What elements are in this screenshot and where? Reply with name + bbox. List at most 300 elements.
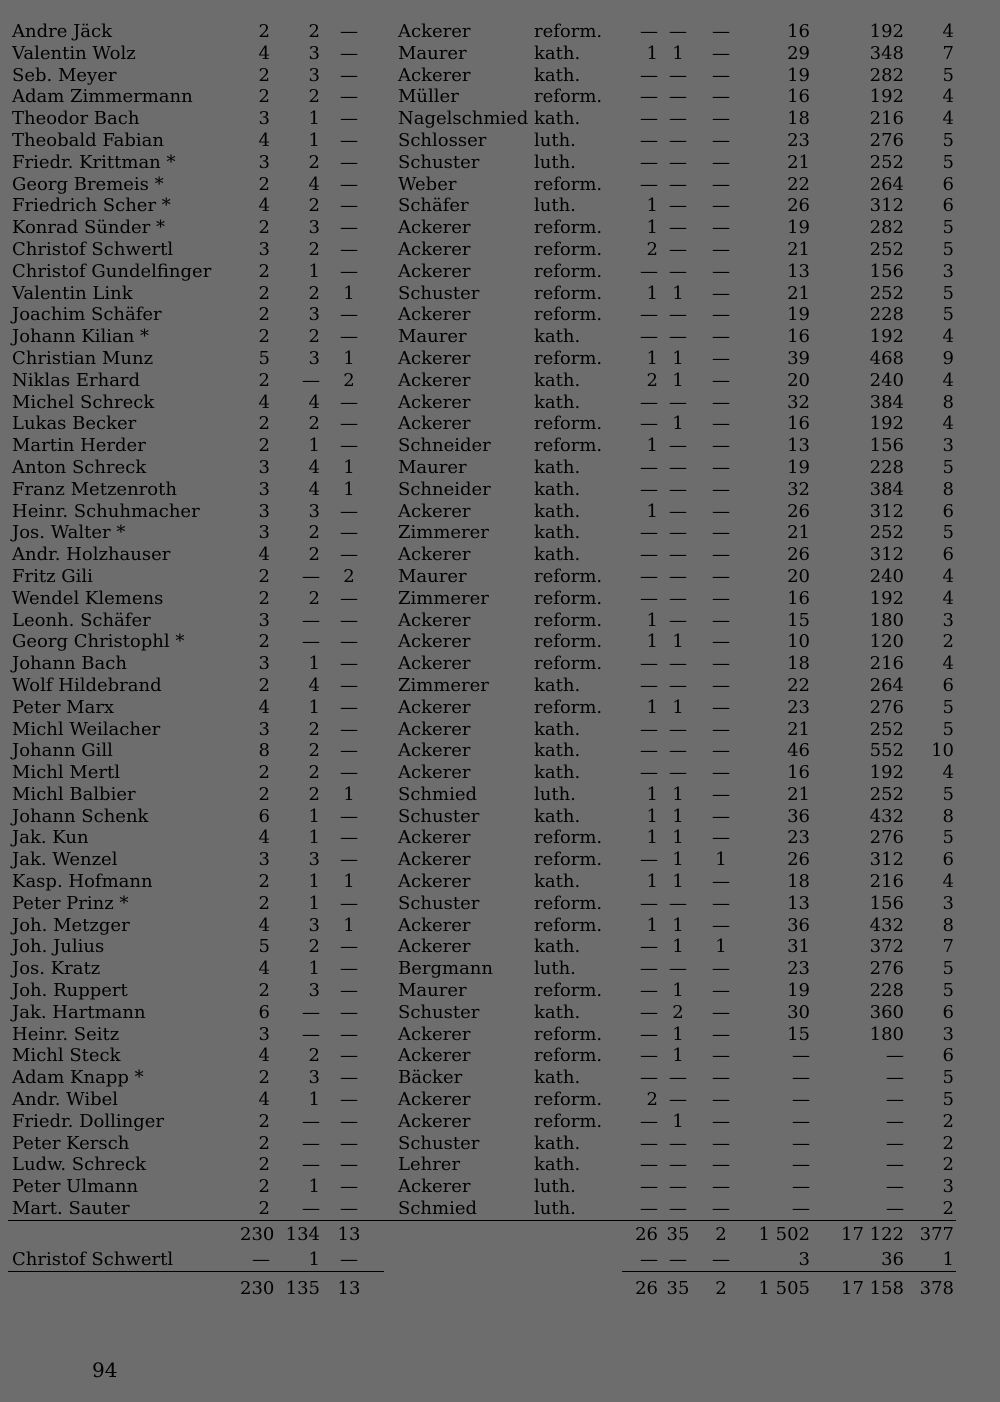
col-c-value: 1 (343, 478, 355, 500)
col-l-value: 5 (942, 827, 954, 849)
religion: reform. (534, 1023, 603, 1045)
occupation: Ackerer (398, 1110, 471, 1132)
religion: reform. (534, 827, 603, 849)
col-c-value: 1 (343, 871, 355, 893)
col-k-value: 192 (869, 762, 904, 784)
occupation: Ackerer (398, 413, 471, 435)
col-h-value: 1 (672, 347, 684, 369)
col-b-value: 2 (308, 1045, 320, 1067)
col-c-value: — (340, 1045, 358, 1067)
religion (530, 1249, 622, 1272)
table-row (8, 1002, 956, 1024)
col-c-value: — (340, 609, 358, 631)
table-row (8, 195, 956, 217)
col-j-value: 1 502 (744, 1220, 816, 1249)
col-k-value: 216 (869, 108, 904, 130)
col-l-value: 3 (942, 260, 954, 282)
col-l-value: 5 (942, 718, 954, 740)
col-c-value: — (340, 958, 358, 980)
col-b-value: 2 (308, 413, 320, 435)
table-row (8, 980, 956, 1002)
col-c-value: — (340, 1154, 358, 1176)
col-a-value: 3 (258, 108, 270, 130)
table-row (8, 152, 956, 174)
col-h-value: — (669, 238, 687, 260)
col-c-value: — (340, 42, 358, 64)
col-b-value: 2 (308, 238, 320, 260)
col-a-value: 4 (258, 827, 270, 849)
col-h-value: 1 (672, 282, 684, 304)
table-row (8, 849, 956, 871)
col-b-value: 1 (308, 892, 320, 914)
col-g-value: — (640, 1045, 658, 1067)
col-b-value: 1 (308, 805, 320, 827)
occupation: Ackerer (398, 936, 471, 958)
table-row (8, 108, 956, 130)
religion: kath. (534, 762, 581, 784)
col-l-value: 6 (942, 500, 954, 522)
col-i-value: — (712, 42, 730, 64)
col-b-value: 1 (308, 696, 320, 718)
religion: kath. (534, 522, 581, 544)
col-b-value: 2 (308, 195, 320, 217)
col-b-value: 2 (308, 326, 320, 348)
col-l-value: 5 (942, 522, 954, 544)
col-g-value: — (640, 980, 658, 1002)
occupation: Ackerer (398, 304, 471, 326)
col-c-value: — (340, 653, 358, 675)
col-b-value: 4 (308, 391, 320, 413)
col-b-value: 3 (308, 42, 320, 64)
col-c-value: — (340, 631, 358, 653)
occupation: Nagelschmied (398, 108, 529, 130)
col-l-value: 6 (942, 173, 954, 195)
col-b-value: 2 (308, 587, 320, 609)
religion: reform. (534, 282, 603, 304)
table-row (8, 43, 956, 65)
col-g-value: 1 (646, 195, 658, 217)
col-i-value: 2 (698, 1220, 744, 1249)
col-j-value: 19 (787, 304, 810, 326)
col-j-value: — (792, 1198, 810, 1220)
col-j-value: 10 (787, 631, 810, 653)
col-a-value: 2 (258, 282, 270, 304)
col-h-value: — (669, 86, 687, 108)
religion: reform. (534, 173, 603, 195)
settler-name: Peter Prinz * (12, 892, 129, 914)
col-a-value: 5 (258, 936, 270, 958)
table-row (8, 697, 956, 719)
religion: luth. (534, 1176, 576, 1198)
col-i-value: — (712, 456, 730, 478)
col-h-value: — (658, 1249, 698, 1272)
col-h-value: — (669, 129, 687, 151)
col-h-value: 1 (672, 413, 684, 435)
col-h-value: — (669, 304, 687, 326)
col-h-value: — (669, 522, 687, 544)
col-k-value: 36 (816, 1249, 908, 1272)
col-k-value: 192 (869, 86, 904, 108)
col-j-value: 26 (787, 195, 810, 217)
settler-name: Michl Mertl (12, 762, 121, 784)
col-l-value: 7 (942, 42, 954, 64)
settler-name: Michl Steck (12, 1045, 121, 1067)
col-c-value: 1 (343, 282, 355, 304)
col-b-value: 3 (308, 347, 320, 369)
col-i-value: — (712, 565, 730, 587)
occupation: Zimmerer (398, 522, 489, 544)
settler-name: Wendel Klemens (12, 587, 164, 609)
col-h-value: — (669, 1067, 687, 1089)
occupation: Schuster (398, 282, 480, 304)
col-k-value: 240 (869, 565, 904, 587)
col-i-value: — (712, 1089, 730, 1111)
religion: reform. (534, 587, 603, 609)
table-row (8, 740, 956, 762)
col-l-value: 2 (942, 1154, 954, 1176)
col-a-value: 3 (258, 718, 270, 740)
occupation (384, 1249, 530, 1272)
religion: kath. (534, 500, 581, 522)
col-j-value: 19 (787, 64, 810, 86)
col-g-value: — (640, 849, 658, 871)
col-b-value: 2 (308, 522, 320, 544)
settler-name: Johann Schenk (12, 805, 149, 827)
col-i-value: — (712, 86, 730, 108)
col-g-value: 1 (646, 805, 658, 827)
col-k-value: 384 (869, 478, 904, 500)
col-b-value: — (302, 369, 320, 391)
col-j-value: 30 (787, 1001, 810, 1023)
col-c-value: — (340, 696, 358, 718)
col-l-value: 5 (942, 958, 954, 980)
col-c-value: — (340, 86, 358, 108)
col-j-value: 23 (787, 696, 810, 718)
col-c-value: — (340, 740, 358, 762)
col-g-value: 1 (646, 500, 658, 522)
col-a-value: 4 (258, 391, 270, 413)
col-g-value: — (640, 653, 658, 675)
col-c-value: 1 (343, 347, 355, 369)
religion: luth. (534, 783, 576, 805)
col-l-value: 3 (942, 1023, 954, 1045)
col-c-value: — (340, 500, 358, 522)
col-b-value: 2 (308, 762, 320, 784)
col-l-value: 5 (942, 980, 954, 1002)
col-a-value: 2 (258, 1198, 270, 1220)
col-c-value: — (340, 217, 358, 239)
col-j-value: 23 (787, 129, 810, 151)
settler-name: Andr. Wibel (12, 1089, 119, 1111)
col-g-value: — (640, 108, 658, 130)
settler-name: Mart. Sauter (12, 1198, 130, 1220)
col-a-value: 3 (258, 653, 270, 675)
col-j-value: 13 (787, 435, 810, 457)
col-a-value: 3 (258, 238, 270, 260)
col-j-value: 16 (787, 326, 810, 348)
table-row (8, 1154, 956, 1176)
table-row (8, 893, 956, 915)
col-h-value: — (669, 478, 687, 500)
col-a-value: 2 (258, 21, 270, 42)
table-row (8, 1089, 956, 1111)
col-a-value: — (240, 1249, 274, 1272)
col-c-value: — (340, 892, 358, 914)
religion: luth. (534, 195, 576, 217)
col-g-value: 1 (646, 347, 658, 369)
col-k-value: 156 (869, 892, 904, 914)
col-l-value: 6 (942, 1045, 954, 1067)
col-j-value: 19 (787, 217, 810, 239)
col-j-value: 21 (787, 238, 810, 260)
col-h-value: — (669, 762, 687, 784)
col-h-value: — (669, 195, 687, 217)
col-l-value: 4 (942, 762, 954, 784)
col-h-value: 2 (672, 1001, 684, 1023)
col-c-value: — (340, 544, 358, 566)
col-l-value: 9 (942, 347, 954, 369)
col-c-value: — (340, 129, 358, 151)
religion: kath. (534, 326, 581, 348)
table-row (8, 283, 956, 305)
col-b-value: 3 (308, 914, 320, 936)
col-l-value: 3 (942, 1176, 954, 1198)
religion: kath. (534, 1001, 581, 1023)
col-k-value: 360 (869, 1001, 904, 1023)
religion: luth. (534, 1198, 576, 1220)
occupation: Maurer (398, 326, 467, 348)
col-c-value: — (340, 21, 358, 42)
col-l-value: 5 (942, 696, 954, 718)
col-i-value: — (712, 151, 730, 173)
occupation: Ackerer (398, 1089, 471, 1111)
col-l-value: 4 (942, 653, 954, 675)
col-g-value: 1 (646, 631, 658, 653)
settler-name: Jak. Kun (12, 827, 89, 849)
col-l-value: 5 (942, 151, 954, 173)
table-row (8, 304, 956, 326)
col-k-value: 282 (869, 64, 904, 86)
col-l-value: 5 (942, 129, 954, 151)
col-c-value: — (340, 435, 358, 457)
occupation: Schäfer (398, 195, 469, 217)
col-b-value: 1 (308, 871, 320, 893)
col-j-value: 18 (787, 871, 810, 893)
col-g-value: — (640, 413, 658, 435)
col-a-value: 2 (258, 326, 270, 348)
settler-name: Friedrich Scher * (12, 195, 171, 217)
col-j-value: 23 (787, 827, 810, 849)
col-j-value: 31 (787, 936, 810, 958)
col-b-value: 1 (308, 435, 320, 457)
col-h-value: — (669, 108, 687, 130)
col-c-value: — (340, 304, 358, 326)
col-a-value: 4 (258, 914, 270, 936)
settler-name: Michl Balbier (12, 783, 136, 805)
occupation: Maurer (398, 42, 467, 64)
total-row (8, 1271, 956, 1305)
col-b-value: 3 (308, 1067, 320, 1089)
settler-name: Georg Bremeis * (12, 173, 164, 195)
col-g-value: 1 (646, 914, 658, 936)
col-g-value: — (640, 1023, 658, 1045)
col-c-value: — (340, 1001, 358, 1023)
col-j-value: 36 (787, 805, 810, 827)
table-row (8, 675, 956, 697)
col-b-value: 2 (308, 783, 320, 805)
table-row (8, 915, 956, 937)
col-l-value: 4 (942, 587, 954, 609)
occupation: Maurer (398, 456, 467, 478)
occupation: Maurer (398, 980, 467, 1002)
col-c-value: 1 (343, 456, 355, 478)
col-j-value: 13 (787, 260, 810, 282)
table-row (8, 370, 956, 392)
col-a-value: 2 (258, 674, 270, 696)
religion: kath. (534, 1154, 581, 1176)
col-b-value: 1 (308, 653, 320, 675)
col-i-value: — (712, 1110, 730, 1132)
settler-name: Valentin Wolz (12, 42, 136, 64)
col-a-value: 4 (258, 42, 270, 64)
religion: kath. (534, 674, 581, 696)
table-row (8, 1176, 956, 1198)
col-h-value: — (669, 892, 687, 914)
settler-name: Heinr. Seitz (12, 1023, 120, 1045)
col-c-value: — (340, 391, 358, 413)
col-l-value: 5 (942, 783, 954, 805)
col-l-value: 2 (942, 1110, 954, 1132)
col-a-value: 2 (258, 1176, 270, 1198)
col-h-value: — (669, 718, 687, 740)
col-i-value: — (712, 1132, 730, 1154)
col-h-value: 1 (672, 871, 684, 893)
settler-name: Kasp. Hofmann (12, 871, 153, 893)
col-h-value: — (669, 740, 687, 762)
col-h-value: — (669, 260, 687, 282)
col-l-value: 6 (942, 544, 954, 566)
religion: reform. (534, 631, 603, 653)
col-j-value: — (792, 1176, 810, 1198)
settler-name: Christof Schwertl (8, 1249, 240, 1272)
table-row (8, 544, 956, 566)
occupation: Ackerer (398, 260, 471, 282)
religion: reform. (534, 892, 603, 914)
col-i-value: — (712, 108, 730, 130)
settler-name: Jos. Walter * (12, 522, 126, 544)
col-b-value: — (302, 631, 320, 653)
occupation: Schmied (398, 783, 478, 805)
col-j-value: 36 (787, 914, 810, 936)
col-a-value: 4 (258, 195, 270, 217)
religion: kath. (534, 718, 581, 740)
settler-name: Fritz Gili (12, 565, 93, 587)
col-a-value: 2 (258, 1110, 270, 1132)
occupation: Bäcker (398, 1067, 463, 1089)
col-j-value: 46 (787, 740, 810, 762)
col-a-value: 4 (258, 1089, 270, 1111)
col-b-value: 3 (308, 500, 320, 522)
table-row (8, 653, 956, 675)
col-i-value: — (712, 413, 730, 435)
occupation: Ackerer (398, 1045, 471, 1067)
col-h-value: — (669, 1154, 687, 1176)
religion: reform. (534, 565, 603, 587)
col-l-value: 2 (942, 1198, 954, 1220)
col-g-value: 26 (622, 1220, 658, 1249)
col-l-value: 6 (942, 195, 954, 217)
col-j-value: 22 (787, 674, 810, 696)
col-c-value: — (340, 64, 358, 86)
col-i-value: — (712, 805, 730, 827)
occupation: Schlosser (398, 129, 487, 151)
col-k-value: 276 (869, 696, 904, 718)
col-c-value: — (340, 936, 358, 958)
col-i-value: — (712, 631, 730, 653)
col-a-value: 4 (258, 129, 270, 151)
col-g-value: — (640, 1154, 658, 1176)
col-i-value: — (712, 587, 730, 609)
col-g-value: — (640, 304, 658, 326)
col-b-value: — (302, 1154, 320, 1176)
col-g-value: — (640, 522, 658, 544)
col-a-value: 8 (258, 740, 270, 762)
settler-name: Georg Christophl * (12, 631, 185, 653)
col-k-value: 180 (869, 609, 904, 631)
col-j-value: 13 (787, 892, 810, 914)
col-i-value: — (712, 260, 730, 282)
settler-name: Jos. Kratz (12, 958, 101, 980)
table-row (8, 261, 956, 283)
col-l-value: 5 (942, 238, 954, 260)
col-b-value: 134 (274, 1220, 320, 1249)
table-row (8, 1133, 956, 1155)
col-k-value: 468 (869, 347, 904, 369)
settler-name: Peter Ulmann (12, 1176, 139, 1198)
col-h-value: 1 (672, 369, 684, 391)
col-i-value: — (712, 544, 730, 566)
col-a-value: 3 (258, 1023, 270, 1045)
col-b-value: 4 (308, 173, 320, 195)
settler-name: Christian Munz (12, 347, 154, 369)
religion: reform. (534, 609, 603, 631)
col-b-value: 1 (308, 260, 320, 282)
col-b-value: 1 (308, 958, 320, 980)
col-c-value: — (340, 805, 358, 827)
settler-name: Valentin Link (12, 282, 133, 304)
settler-name: Andre Jäck (12, 21, 113, 42)
settler-name: Konrad Sünder * (12, 217, 165, 239)
occupation: Müller (398, 86, 459, 108)
col-j-value: 20 (787, 565, 810, 587)
col-c-value: — (340, 718, 358, 740)
col-b-value: 2 (308, 544, 320, 566)
col-l-value: 4 (942, 369, 954, 391)
col-l-value: 8 (942, 391, 954, 413)
col-a-value: 3 (258, 609, 270, 631)
col-j-value: 29 (787, 42, 810, 64)
col-h-value: 1 (672, 805, 684, 827)
occupation: Schmied (398, 1198, 478, 1220)
col-a-value: 4 (258, 544, 270, 566)
col-b-value: 2 (308, 21, 320, 42)
col-g-value: — (640, 936, 658, 958)
col-j-value: 16 (787, 587, 810, 609)
col-l-value: 8 (942, 478, 954, 500)
table-row (8, 784, 956, 806)
col-k-value: 252 (869, 151, 904, 173)
col-h-value: — (669, 151, 687, 173)
